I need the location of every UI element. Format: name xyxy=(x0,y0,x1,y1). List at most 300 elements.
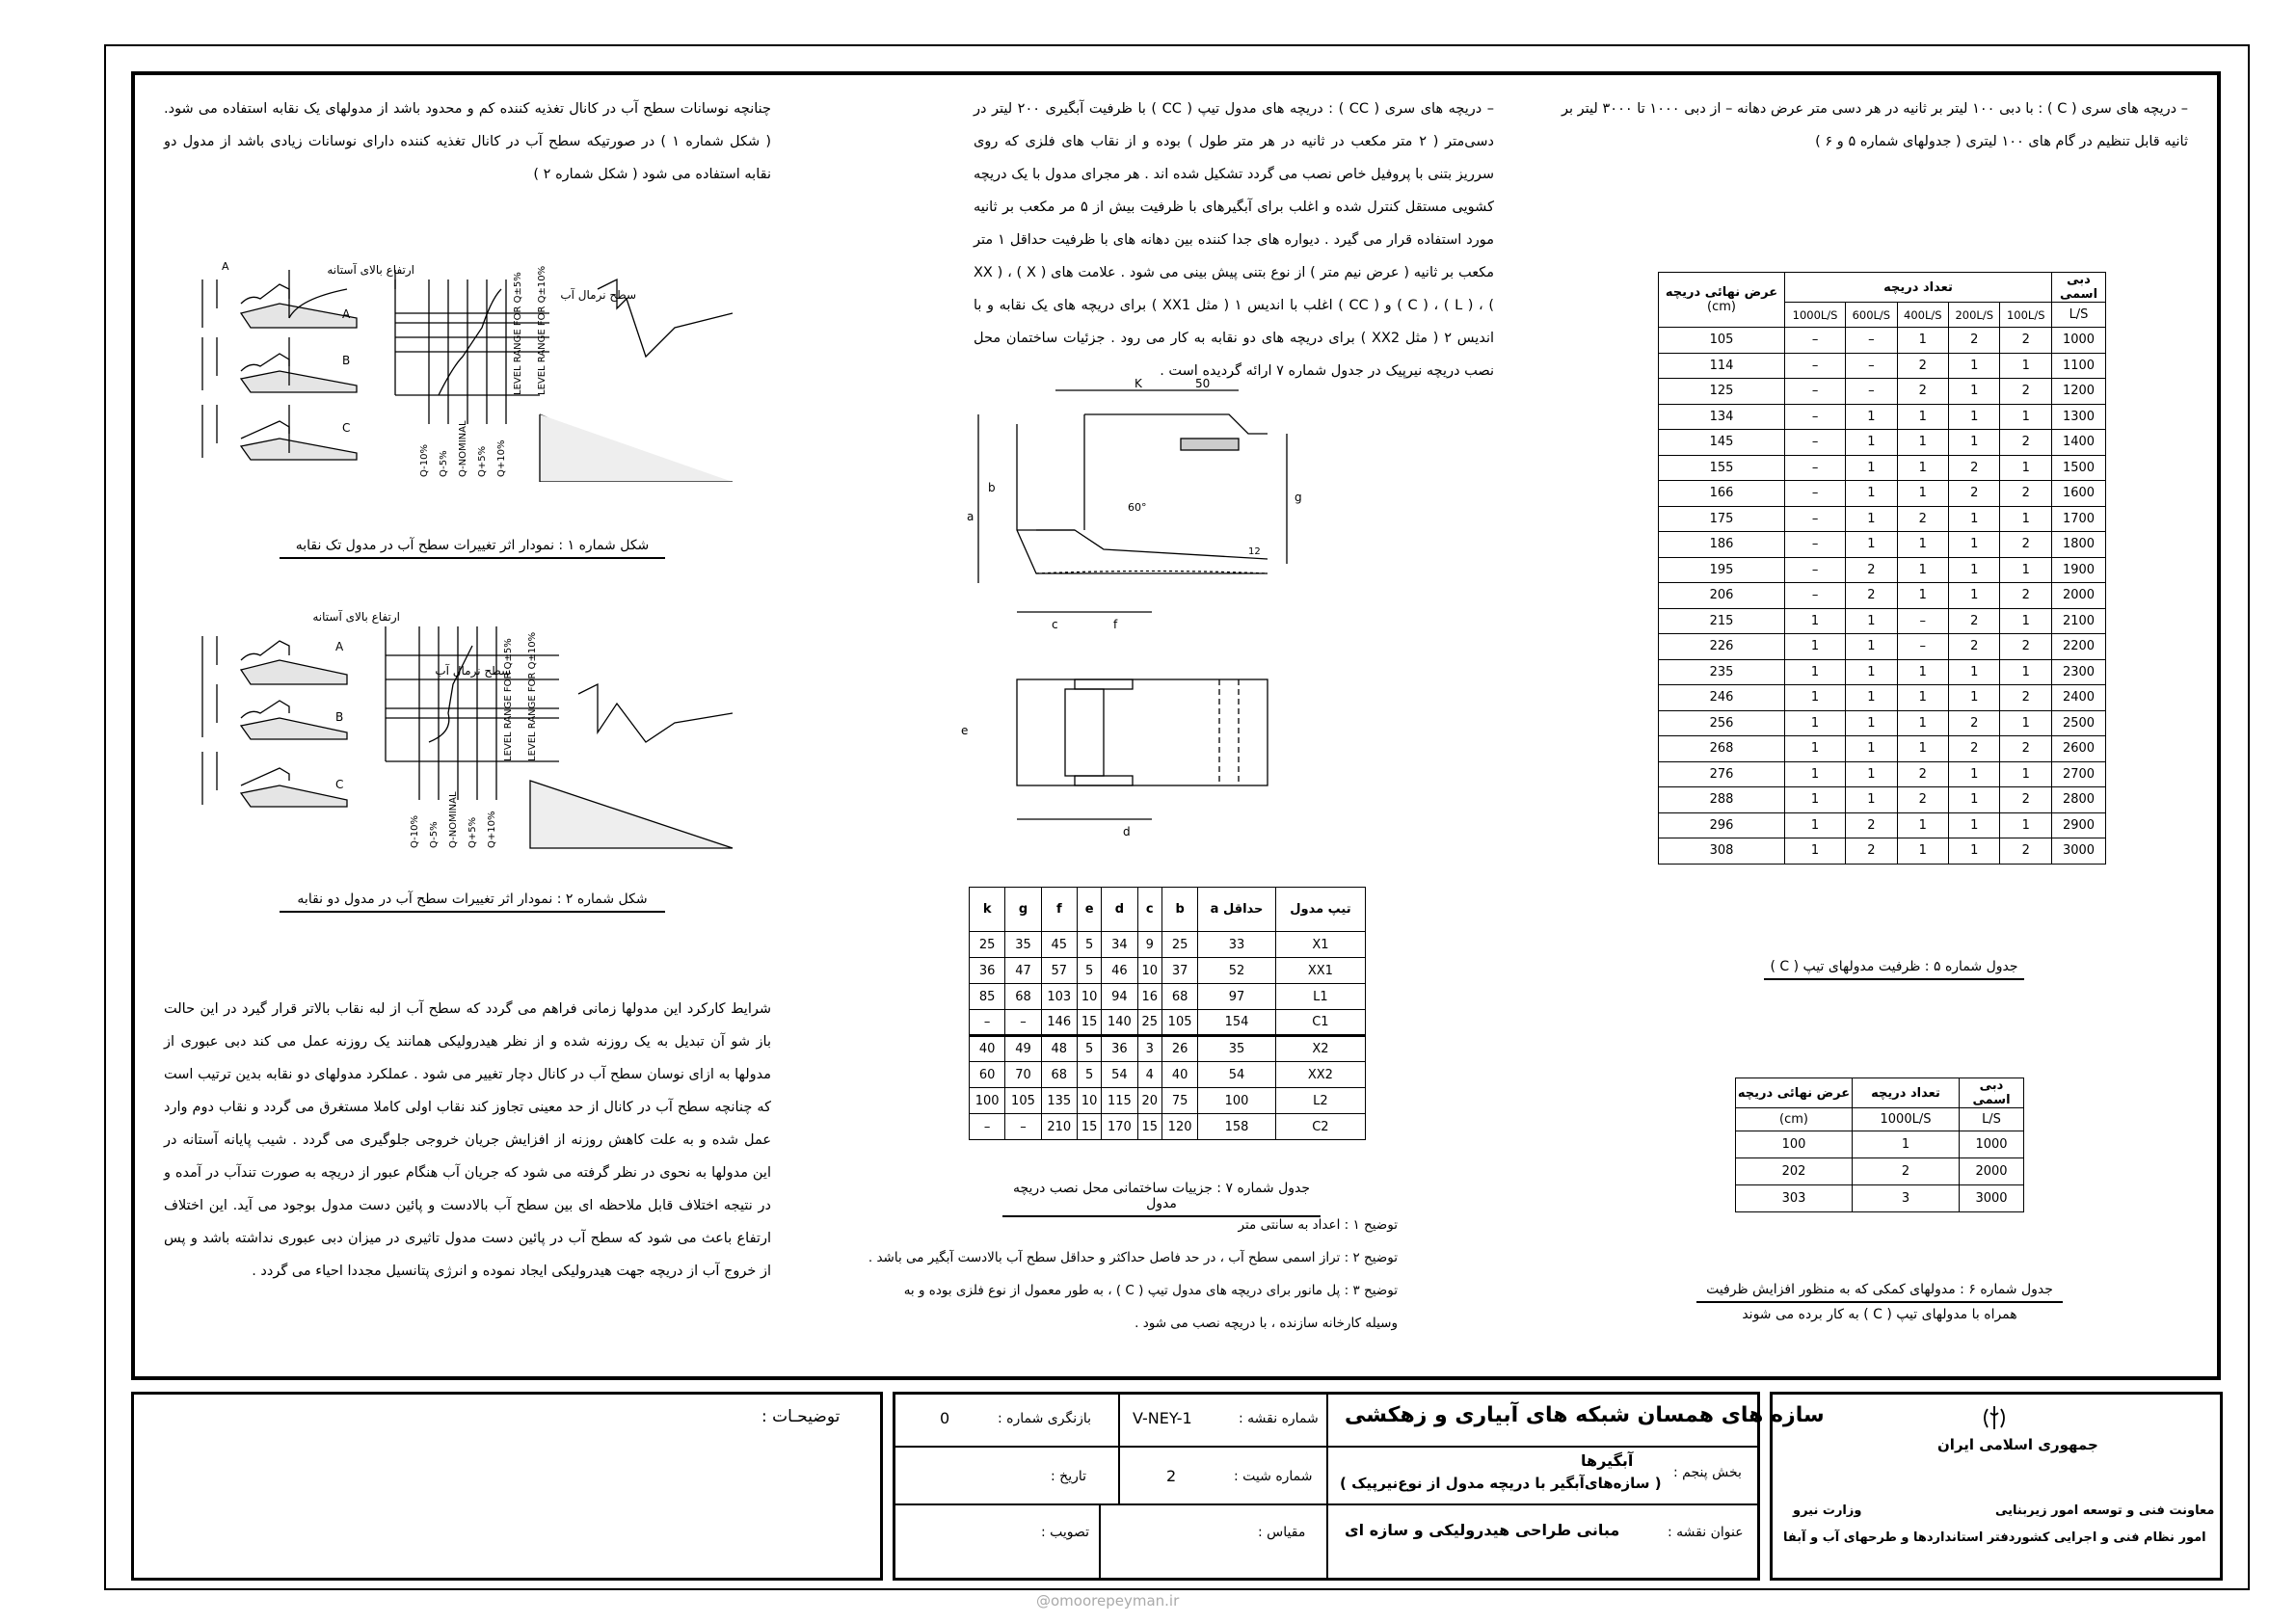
t5-cell: 256 xyxy=(1659,710,1785,736)
figure-1-single-baffle xyxy=(193,260,771,482)
t7-cell: 10 xyxy=(1077,984,1101,1010)
t7-cell: 54 xyxy=(1102,1062,1137,1088)
t5-cell: 2 xyxy=(1846,838,1897,865)
t5-cell: 1500 xyxy=(2052,455,2106,481)
t5-cell: 296 xyxy=(1659,812,1785,838)
t5-cell: 186 xyxy=(1659,532,1785,558)
t5-cell: 1 xyxy=(2000,455,2052,481)
scale-label: مقیاس : xyxy=(1258,1525,1306,1540)
t6-h-flow-unit: L/S xyxy=(1960,1108,2024,1131)
t6-cell: 3000 xyxy=(1960,1185,2024,1212)
t5-cell: 1 xyxy=(2000,812,2052,838)
t5-cell: 175 xyxy=(1659,506,1785,532)
dim-b: b xyxy=(988,481,996,494)
t5-cell: 1 xyxy=(1846,659,1897,685)
t5-cell: 1 xyxy=(1846,761,1897,787)
t5-cell: 1 xyxy=(1897,557,1948,583)
table-7 xyxy=(969,887,1366,1140)
t5-cell: 2 xyxy=(1897,506,1948,532)
t7-header: a حداقل xyxy=(1198,888,1276,932)
t5-cell: – xyxy=(1785,532,1846,558)
dim-k: K xyxy=(1135,377,1142,390)
t5-cell: – xyxy=(1846,379,1897,405)
t7-cell: 34 xyxy=(1102,932,1137,958)
t5-cell: 1 xyxy=(1785,608,1846,634)
label-q-plus-10: Q+10% xyxy=(496,439,507,477)
notes xyxy=(868,1209,1398,1340)
table-row xyxy=(1659,532,2106,558)
t5-cell: 1 xyxy=(1846,634,1897,660)
label-q-nominal: Q-NOMINAL xyxy=(458,420,468,477)
t5-cell: 1100 xyxy=(2052,353,2106,379)
t7-cell: 68 xyxy=(1161,984,1197,1010)
t7-cell: 54 xyxy=(1198,1062,1276,1088)
t5-cell: 1700 xyxy=(2052,506,2106,532)
t5-cell: 155 xyxy=(1659,455,1785,481)
drawing-no-label: شماره نقشه : xyxy=(1239,1411,1319,1426)
t5-cell: 1 xyxy=(1785,838,1846,865)
text-module-intro: چنانچه نوسانات سطح آب در کانال تغذیه کننده کم و محدود باشد از مدولهای یک نقابه استفاده می شود. ( شکل شماره ۱ ) در صورتیکه سطح آب در کانال تغذیه کننده دارای نوسانات زیادی باشد از مدول دو نقابه استفاده می شود ( شکل شماره ۲ ) xyxy=(164,101,771,182)
t5-cell: 1 xyxy=(1897,736,1948,762)
t5-cell: 2 xyxy=(1949,736,2000,762)
org-bureau: دفتر استانداردها و طرحهای آب و آبفا xyxy=(1783,1530,2016,1545)
t5-cell: 1 xyxy=(1949,379,2000,405)
t5-cell: 2 xyxy=(2000,736,2052,762)
label2-level-range-10: LEVEL RANGE FOR Q±10% xyxy=(527,631,538,761)
t7-header: c xyxy=(1137,888,1161,932)
map-title-label: عنوان نقشه : xyxy=(1668,1525,1744,1540)
t5-cell: 2 xyxy=(1949,634,2000,660)
text-cc-series: – دریچه های سری ( CC ) : دریچه های مدول تیپ ( CC ) با ظرفیت آبگیری ۲۰۰ لیتر در دسی‌متر ( ۲ متر مکعب در ثانیه در هر متر طول ) بوده و از نقاب های فلزی که روی سرریز بتنی با پروفیل خاص نصب می گردد تشکیل شده اند . هر مجرای مدول با یک دریچه کشویی مستقل کنترل شده و اغلب برای آبگیرهای با ظرفیت بیش از ۵ مر مکعب بر ثانیه مورد استفاده قرار می گیرد . دیواره های جدا کننده بین دهانه های با ظرفیت حداقل ۱ متر مکعب بر ثانیه ( عرض نیم متر ) از نوع بتنی پیش بینی می شود . علامت های ( X ) ، ( XX ) ، ( L ) ، ( C ) و ( CC ) اغلب با اندیس ۱ ( مثل XX1 ) برای دریچه های یک نقابه و با اندیس ۲ ( مثل XX2 ) برای دریچه های دو نقابه به کار می رود . جزئیات ساختمان محل نصب دریچه نیرپیک در جدول شماره ۷ ارائه گردیده است . xyxy=(974,101,1495,379)
t5-cell: 1 xyxy=(1949,761,2000,787)
t5-cell: 1 xyxy=(1949,812,2000,838)
t5-cell: 1 xyxy=(1785,761,1846,787)
t6-cell: 2000 xyxy=(1960,1158,2024,1185)
t5-cell: 1 xyxy=(1846,532,1897,558)
t5-cell: 1 xyxy=(1785,736,1846,762)
table-row xyxy=(1736,1185,2024,1212)
t5-cell: 1200 xyxy=(2052,379,2106,405)
t7-cell: 120 xyxy=(1161,1114,1197,1140)
t7-header: e xyxy=(1077,888,1101,932)
label2-q-minus-5: Q-5% xyxy=(429,821,440,848)
table-5 xyxy=(1658,272,2106,865)
t7-header: g xyxy=(1005,888,1041,932)
label-q-minus-10: Q-10% xyxy=(419,444,430,477)
note-1: توضیح ۱ : اعداد به سانتی متر xyxy=(1238,1217,1398,1233)
table-5-caption: جدول شماره ۵ : ظرفیت مدولهای تیپ ( C ) xyxy=(1764,959,2024,980)
table-row xyxy=(970,1114,1366,1140)
t5-cell: – xyxy=(1785,430,1846,456)
t5-cell: 1 xyxy=(1897,404,1948,430)
t7-cell: C1 xyxy=(1275,1010,1365,1036)
t7-header: k xyxy=(970,888,1005,932)
t5-cell: 2 xyxy=(2000,379,2052,405)
t5-cell: 2600 xyxy=(2052,736,2106,762)
t7-cell: 46 xyxy=(1102,958,1137,984)
t5-cell: 1 xyxy=(1949,532,2000,558)
detail-drawing xyxy=(959,376,1345,838)
t7-cell: 47 xyxy=(1005,958,1041,984)
sketch2-a xyxy=(202,636,347,684)
t5-cell: 2900 xyxy=(2052,812,2106,838)
t5-cell: – xyxy=(1785,353,1846,379)
t7-cell: 105 xyxy=(1161,1010,1197,1036)
t5-cell: 1 xyxy=(2000,353,2052,379)
table-6-caption-line2: همراه با مدولهای تیپ ( C ) به کار برده می شوند xyxy=(1742,1307,2017,1322)
t7-cell: XX2 xyxy=(1275,1062,1365,1088)
label2-q-minus-10: Q-10% xyxy=(410,815,420,848)
table-row xyxy=(1659,710,2106,736)
t6-h-count-sub: 1000L/S xyxy=(1853,1108,1960,1131)
t7-cell: 75 xyxy=(1161,1088,1197,1114)
t7-cell: 4 xyxy=(1137,1062,1161,1088)
table-6-caption xyxy=(1696,1282,2063,1322)
t7-cell: 37 xyxy=(1161,958,1197,984)
t7-header: d xyxy=(1102,888,1137,932)
label-fig2-a: A xyxy=(335,640,344,653)
t5-subheader: 600L/S xyxy=(1846,303,1897,328)
main-title: سازه های همسان شبکه های آبیاری و زهکشی xyxy=(1345,1403,1825,1427)
org-affairs: امور نظام فنی و اجرایی کشور xyxy=(2015,1530,2206,1545)
t7-cell: 68 xyxy=(1005,984,1041,1010)
t6-cell: 202 xyxy=(1736,1158,1853,1185)
t7-cell: 15 xyxy=(1137,1114,1161,1140)
label-a: A xyxy=(222,260,229,273)
t7-cell: XX1 xyxy=(1275,958,1365,984)
label2-normal-level: سطح نرمال آب xyxy=(435,664,511,678)
t7-cell: 5 xyxy=(1077,1062,1101,1088)
t5-cell: 2000 xyxy=(2052,583,2106,609)
t7-cell: 33 xyxy=(1198,932,1276,958)
t5-cell: – xyxy=(1785,404,1846,430)
t7-cell: 5 xyxy=(1077,932,1101,958)
label-fig1-b: B xyxy=(342,354,351,367)
t5-h-flow-unit: L/S xyxy=(2052,303,2106,328)
t5-cell: 2 xyxy=(1846,583,1897,609)
sketch-b xyxy=(202,337,357,392)
section-label: بخش پنجم : xyxy=(1673,1465,1742,1480)
org-country: جمهوری اسلامی ایران xyxy=(1937,1436,2098,1453)
watermark: @omoorepeyman.ir xyxy=(1036,1592,1180,1610)
t5-cell: 166 xyxy=(1659,481,1785,507)
t7-cell: 5 xyxy=(1077,958,1101,984)
t5-cell: 2 xyxy=(2000,532,2052,558)
table-row xyxy=(970,984,1366,1010)
table-row xyxy=(1659,787,2106,813)
t5-cell: 2100 xyxy=(2052,608,2106,634)
t5-cell: 1 xyxy=(1846,787,1897,813)
t5-cell: 1 xyxy=(1949,659,2000,685)
t5-cell: – xyxy=(1785,481,1846,507)
t6-h-count: تعداد دریچه xyxy=(1853,1078,1960,1108)
table-row xyxy=(1659,838,2106,865)
t7-cell: 70 xyxy=(1005,1062,1041,1088)
sheet-no: 2 xyxy=(1166,1467,1177,1485)
table-row xyxy=(970,1088,1366,1114)
t5-cell: 2 xyxy=(1949,710,2000,736)
t5-cell: 235 xyxy=(1659,659,1785,685)
t5-cell: 1 xyxy=(2000,659,2052,685)
t5-cell: 1600 xyxy=(2052,481,2106,507)
t5-cell: 2 xyxy=(1897,353,1948,379)
t5-cell: 2 xyxy=(1897,787,1948,813)
label-fig2-c: C xyxy=(335,778,344,791)
t6-h-flow: دبی اسمی xyxy=(1960,1078,2024,1108)
t5-cell: 2200 xyxy=(2052,634,2106,660)
t7-header: تیپ مدول xyxy=(1275,888,1365,932)
t5-cell: 2400 xyxy=(2052,685,2106,711)
org-deputy: معاونت فنی و توسعه امور زیربنایی xyxy=(1995,1503,2215,1518)
t6-h-width: عرض نهائی دریچه xyxy=(1736,1078,1853,1108)
t5-cell: 215 xyxy=(1659,608,1785,634)
t5-cell: 2 xyxy=(1949,608,2000,634)
dim-g: g xyxy=(1295,491,1302,504)
table-row xyxy=(970,932,1366,958)
t7-cell: 10 xyxy=(1077,1088,1101,1114)
t5-cell: 105 xyxy=(1659,328,1785,354)
t7-cell: 100 xyxy=(970,1088,1005,1114)
t5-cell: 1 xyxy=(1949,685,2000,711)
t5-cell: 2500 xyxy=(2052,710,2106,736)
text-module-operation: شرایط کارکرد این مدولها زمانی فراهم می گردد که سطح آب از لبه نقاب بالاتر قرار گیرد در این حالت باز شو آن تبدیل به یک روزنه شده و از نظر هیدرولیکی همانند یک روزنه عمل می کند دبی عبوری از مدولها به ازای نوسان سطح آب در کانال دچار تغییر می شود . عملکرد مدولهای دو نقابه بدین ترتیب است که چنانچه سطح آب در کانال از حد معینی تجاوز کند نقاب اولی کاملا مستغرق می گردد و نقاب دوم وارد عمل شده و به علت کاهش روزنه از افزایش جریان خروجی جلوگیری می گردد . شیب پایانه آستانه در این مدولها به نحوی در نظر گرفته می شود که جریان آب هنگام عبور از دریچه به صورت تندآب در آمده و در نتیجه اختلاف قابل ملاحظه ای بین سطح آب بالادست و پائین دست مدول بوجود می آید. این اختلاف ارتفاع باعث می شود که سطح آب در پائین دست مدول تاثیری در میزان دبی عبوری نداشته باشد و پس از خروج آب از دریچه جهت هیدرولیکی ایجاد نموده و انرژی پتانسیل مجددا احیاء می گردد . xyxy=(164,1001,771,1279)
figure-2-caption: شکل شماره ۲ : نمودار اثر تغییرات سطح آب در مدول دو نقابه xyxy=(280,891,665,913)
t5-subheader: 400L/S xyxy=(1897,303,1948,328)
t7-cell: 20 xyxy=(1137,1088,1161,1114)
t7-cell: 85 xyxy=(970,984,1005,1010)
t5-cell: – xyxy=(1846,328,1897,354)
t5-cell: 1 xyxy=(1846,685,1897,711)
t6-h-width-unit: (cm) xyxy=(1736,1108,1853,1131)
t5-cell: 2 xyxy=(2000,838,2052,865)
t7-cell: 3 xyxy=(1137,1036,1161,1062)
t5-cell: 2 xyxy=(1846,557,1897,583)
table-row xyxy=(1659,659,2106,685)
t7-cell: 68 xyxy=(1041,1062,1077,1088)
t7-cell: – xyxy=(970,1114,1005,1140)
t5-cell: 268 xyxy=(1659,736,1785,762)
t7-cell: 49 xyxy=(1005,1036,1041,1062)
t5-cell: 1 xyxy=(1846,710,1897,736)
t5-h-width: عرض نهائی دریچه (cm) xyxy=(1659,273,1785,328)
t7-cell: 60 xyxy=(970,1062,1005,1088)
t7-cell: L1 xyxy=(1275,984,1365,1010)
t5-cell: 1 xyxy=(1846,404,1897,430)
t5-cell: 114 xyxy=(1659,353,1785,379)
label2-q-plus-10: Q+10% xyxy=(487,811,497,848)
t7-cell: 15 xyxy=(1077,1114,1101,1140)
t7-cell: – xyxy=(1005,1010,1041,1036)
t7-header: f xyxy=(1041,888,1077,932)
sketch-c xyxy=(202,405,357,460)
t5-subheader: 200L/S xyxy=(1949,303,2000,328)
t5-cell: 1 xyxy=(1785,659,1846,685)
dim-f: f xyxy=(1113,618,1118,631)
t7-cell: 146 xyxy=(1041,1010,1077,1036)
label-fig2-b: B xyxy=(335,710,344,724)
t5-cell: 2 xyxy=(2000,634,2052,660)
t5-cell: 1 xyxy=(1897,455,1948,481)
t5-cell: 1300 xyxy=(2052,404,2106,430)
table-row xyxy=(1659,685,2106,711)
dim-e: e xyxy=(961,724,969,737)
sketch2-c xyxy=(202,752,347,807)
t5-cell: 1 xyxy=(2000,608,2052,634)
revision-label: بازنگری شماره : xyxy=(998,1411,1092,1426)
t7-cell: 40 xyxy=(1161,1062,1197,1088)
table-7-caption: جدول شماره ۷ : جزییات ساختمانی محل نصب دریچه مدول xyxy=(1002,1181,1321,1217)
t7-cell: 35 xyxy=(1005,932,1041,958)
t5-h-count: تعداد دریچه xyxy=(1785,273,2052,303)
t5-cell: 1 xyxy=(1846,506,1897,532)
t5-cell: 145 xyxy=(1659,430,1785,456)
label2-level-range-5: LEVEL RANGE FOR Q±5% xyxy=(503,638,514,761)
t5-cell: 1 xyxy=(1846,608,1897,634)
table-6-caption-line1: جدول شماره ۶ : مدولهای کمکی که به منظور افزایش ظرفیت xyxy=(1696,1282,2063,1303)
t7-cell: X2 xyxy=(1275,1036,1365,1062)
table-row xyxy=(1659,736,2106,762)
table-6 xyxy=(1735,1078,2024,1212)
t5-cell: 1 xyxy=(2000,761,2052,787)
t7-cell: 40 xyxy=(970,1036,1005,1062)
t5-cell: 1 xyxy=(1785,787,1846,813)
t5-cell: – xyxy=(1897,634,1948,660)
t7-cell: 26 xyxy=(1161,1036,1197,1062)
t7-cell: 25 xyxy=(970,932,1005,958)
t7-cell: 16 xyxy=(1137,984,1161,1010)
table-row xyxy=(1659,761,2106,787)
table-row xyxy=(1659,353,2106,379)
t5-cell: 1 xyxy=(1897,430,1948,456)
label-q-minus-5: Q-5% xyxy=(439,450,449,477)
t5-cell: 1900 xyxy=(2052,557,2106,583)
t5-cell: 1400 xyxy=(2052,430,2106,456)
t7-cell: 15 xyxy=(1077,1010,1101,1036)
t5-cell: 1 xyxy=(1949,557,2000,583)
t6-cell: 2 xyxy=(1853,1158,1960,1185)
t7-cell: 25 xyxy=(1137,1010,1161,1036)
table-row xyxy=(1659,328,2106,354)
note-2: توضیح ۲ : تراز اسمی سطح آب ، در حد فاصل حداکثر و حداقل سطح آب بالادست آبگیر می باشد . xyxy=(868,1250,1398,1265)
t5-cell: 2300 xyxy=(2052,659,2106,685)
figure-1-caption: شکل شماره ۱ : نمودار اثر تغییرات سطح آب در مدول تک نقابه xyxy=(280,538,665,559)
t5-cell: 246 xyxy=(1659,685,1785,711)
t5-cell: 1 xyxy=(1949,430,2000,456)
map-title: مبانی طراحی هیدرولیکی و سازه ای xyxy=(1345,1521,1620,1539)
t6-cell: 1 xyxy=(1853,1131,1960,1158)
text-c-series: – دریچه های سری ( C ) : با دبی ۱۰۰ لیتر بر ثانیه در هر دسی متر عرض دهانه – از دبی ۱۰۰۰ تا ۳۰۰۰ لیتر بر ثانیه قابل تنظیم در گام های ۱۰۰ لیتری ( جدولهای شماره ۵ و ۶ ) xyxy=(1562,101,2189,149)
t7-cell: 9 xyxy=(1137,932,1161,958)
t5-cell: 1 xyxy=(1897,659,1948,685)
t7-cell: 140 xyxy=(1102,1010,1137,1036)
t5-cell: 1 xyxy=(1846,736,1897,762)
t5-cell: 1 xyxy=(2000,557,2052,583)
drawing-no: V-NEY-1 xyxy=(1133,1409,1192,1427)
t5-cell: 1 xyxy=(1846,430,1897,456)
t5-cell: 1 xyxy=(1846,481,1897,507)
t7-cell: L2 xyxy=(1275,1088,1365,1114)
label-level-range-5: LEVEL RANGE FOR Q±5% xyxy=(513,272,523,395)
t5-cell: 195 xyxy=(1659,557,1785,583)
table-row xyxy=(1659,506,2106,532)
t5-cell: – xyxy=(1785,379,1846,405)
table-row xyxy=(970,958,1366,984)
t7-cell: C2 xyxy=(1275,1114,1365,1140)
label2-q-nominal: Q-NOMINAL xyxy=(448,791,459,848)
t5-cell: 1 xyxy=(1897,710,1948,736)
t5-cell: 1 xyxy=(1949,583,2000,609)
t7-cell: 45 xyxy=(1041,932,1077,958)
t5-cell: 2 xyxy=(2000,685,2052,711)
t5-cell: 2 xyxy=(1897,379,1948,405)
t7-cell: 100 xyxy=(1198,1088,1276,1114)
t5-cell: – xyxy=(1785,583,1846,609)
t7-cell: 135 xyxy=(1041,1088,1077,1114)
table-row xyxy=(1659,379,2106,405)
t5-cell: 3000 xyxy=(2052,838,2106,865)
t6-cell: 303 xyxy=(1736,1185,1853,1212)
t5-cell: 206 xyxy=(1659,583,1785,609)
t5-cell: 1 xyxy=(1785,685,1846,711)
date-label: تاریخ : xyxy=(1051,1469,1087,1484)
t5-subheader: 1000L/S xyxy=(1785,303,1846,328)
remarks-label: توضیحـات : xyxy=(761,1407,841,1426)
t5-cell: – xyxy=(1897,608,1948,634)
t5-cell: 1 xyxy=(1897,328,1948,354)
t5-cell: 2 xyxy=(1897,761,1948,787)
t5-cell: 2 xyxy=(1949,328,2000,354)
dim-d: d xyxy=(1123,825,1131,838)
t5-cell: 2 xyxy=(1846,812,1897,838)
t5-cell: 1 xyxy=(1785,710,1846,736)
t5-cell: 2800 xyxy=(2052,787,2106,813)
table-row xyxy=(1736,1158,2024,1185)
t7-cell: 57 xyxy=(1041,958,1077,984)
t5-cell: 276 xyxy=(1659,761,1785,787)
t5-h-flow: دبی اسمی xyxy=(2052,273,2106,303)
label2-q-plus-5: Q+5% xyxy=(467,816,478,848)
t5-cell: 1 xyxy=(1785,634,1846,660)
t5-cell: 1 xyxy=(2000,506,2052,532)
t7-cell: 35 xyxy=(1198,1036,1276,1062)
table-row xyxy=(970,1062,1366,1088)
label-slope: 12 xyxy=(1248,546,1261,557)
t5-cell: 1 xyxy=(1949,353,2000,379)
label-q-plus-5: Q+5% xyxy=(477,445,488,477)
t7-cell: 25 xyxy=(1161,932,1197,958)
t7-cell: 36 xyxy=(1102,1036,1137,1062)
section-subtitle: ( سازه‌های‌آبگیر با دریچه مدول از نوع‌نیرپیک ) xyxy=(1340,1475,1662,1492)
t6-cell: 100 xyxy=(1736,1131,1853,1158)
t5-cell: 1 xyxy=(1949,838,2000,865)
t5-cell: – xyxy=(1785,455,1846,481)
figure-2-double-baffle xyxy=(193,607,771,858)
t5-cell: 1 xyxy=(2000,710,2052,736)
sketch-a xyxy=(202,270,357,328)
section-title: آبگیرها xyxy=(1581,1451,1634,1470)
dim-a: a xyxy=(967,510,974,523)
t7-cell: 36 xyxy=(970,958,1005,984)
sheet-no-label: شماره شیت : xyxy=(1234,1469,1313,1484)
table-row xyxy=(1659,812,2106,838)
t5-cell: – xyxy=(1785,328,1846,354)
t7-header: b xyxy=(1161,888,1197,932)
t5-cell: 1 xyxy=(1897,583,1948,609)
label2-threshold-height: ارتفاع بالای آستانه xyxy=(312,610,400,624)
label-level-range-10: LEVEL RANGE FOR Q±10% xyxy=(537,265,547,395)
t7-cell: – xyxy=(1005,1114,1041,1140)
t5-cell: 1 xyxy=(1897,838,1948,865)
